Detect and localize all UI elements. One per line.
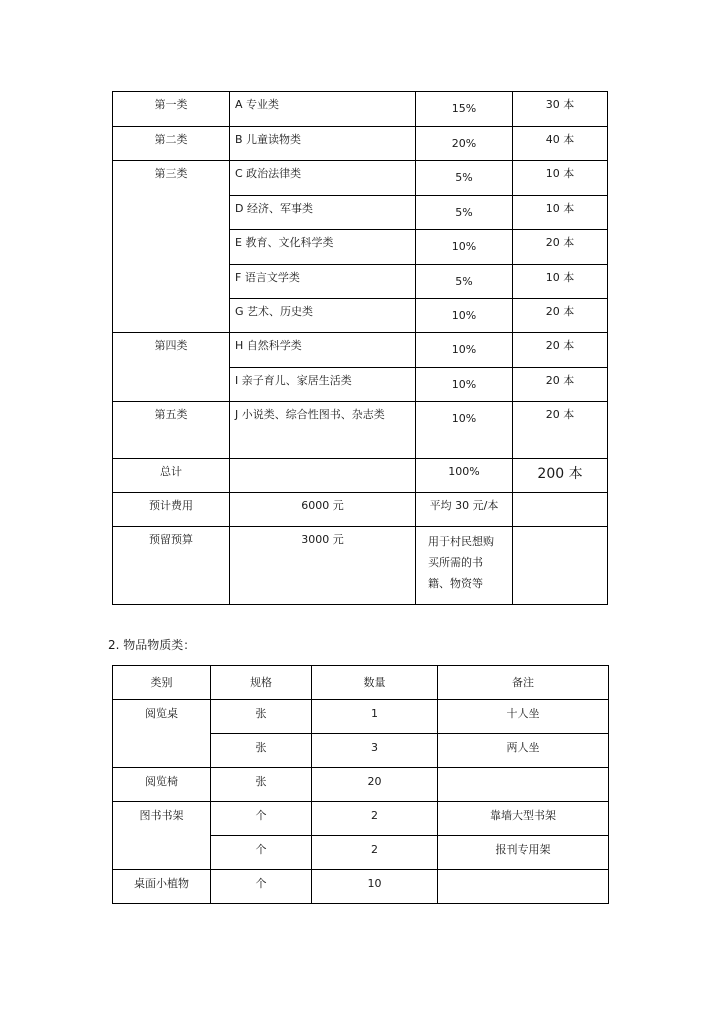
table-row xyxy=(113,333,608,368)
empty-cell xyxy=(230,459,416,493)
reserve-budget-amount: 3000 元 xyxy=(230,527,416,605)
quantity-cell: 10 xyxy=(312,870,438,904)
percentage-cell: 10% xyxy=(416,230,513,265)
empty-cell xyxy=(513,493,608,527)
percentage-cell: 10% xyxy=(416,299,513,333)
percentage-cell: 5% xyxy=(416,265,513,299)
estimated-cost-row xyxy=(113,493,608,527)
subcategory-cell: I 亲子育儿、家居生活类 xyxy=(230,368,416,402)
table-row xyxy=(113,768,609,802)
category-cell: 阅览桌 xyxy=(113,700,211,768)
total-label: 总计 xyxy=(113,459,230,493)
supplies-table xyxy=(112,665,609,904)
reserve-budget-label: 预留预算 xyxy=(113,527,230,605)
quantity-cell: 20 本 xyxy=(513,230,608,265)
column-header: 规格 xyxy=(211,666,312,700)
column-header: 类别 xyxy=(113,666,211,700)
quantity-cell: 20 本 xyxy=(513,333,608,368)
table-row xyxy=(113,161,608,196)
estimated-cost-label: 预计费用 xyxy=(113,493,230,527)
subcategory-cell: J 小说类、综合性图书、杂志类 xyxy=(230,402,416,459)
category-cell: 第五类 xyxy=(113,402,230,459)
subcategory-cell: G 艺术、历史类 xyxy=(230,299,416,333)
estimated-cost-note: 平均 30 元/本 xyxy=(416,493,513,527)
percentage-cell: 10% xyxy=(416,402,513,459)
column-header: 数量 xyxy=(312,666,438,700)
table-row xyxy=(113,870,609,904)
note-cell xyxy=(438,870,609,904)
quantity-cell: 3 xyxy=(312,734,438,768)
reserve-budget-note: 用于村民想购买所需的书籍、物资等 xyxy=(416,527,513,605)
percentage-cell: 5% xyxy=(416,161,513,196)
quantity-cell: 40 本 xyxy=(513,127,608,161)
total-percentage: 100% xyxy=(416,459,513,493)
subcategory-cell: D 经济、军事类 xyxy=(230,196,416,230)
empty-cell xyxy=(513,527,608,605)
category-cell: 阅览椅 xyxy=(113,768,211,802)
note-cell: 靠墙大型书架 xyxy=(438,802,609,836)
quantity-cell: 2 xyxy=(312,802,438,836)
subcategory-cell: B 儿童读物类 xyxy=(230,127,416,161)
quantity-cell: 20 本 xyxy=(513,402,608,459)
category-cell: 图书书架 xyxy=(113,802,211,870)
category-cell: 第二类 xyxy=(113,127,230,161)
note-cell: 十人坐 xyxy=(438,700,609,734)
category-cell: 第三类 xyxy=(113,161,230,333)
spec-cell: 个 xyxy=(211,802,312,836)
quantity-cell: 10 本 xyxy=(513,196,608,230)
subcategory-cell: C 政治法律类 xyxy=(230,161,416,196)
percentage-cell: 5% xyxy=(416,196,513,230)
quantity-cell: 10 本 xyxy=(513,265,608,299)
quantity-cell: 20 xyxy=(312,768,438,802)
category-cell: 第四类 xyxy=(113,333,230,402)
quantity-cell: 20 本 xyxy=(513,299,608,333)
percentage-cell: 15% xyxy=(416,92,513,127)
estimated-cost-amount: 6000 元 xyxy=(230,493,416,527)
quantity-cell: 30 本 xyxy=(513,92,608,127)
subcategory-cell: H 自然科学类 xyxy=(230,333,416,368)
spec-cell: 个 xyxy=(211,870,312,904)
spec-cell: 个 xyxy=(211,836,312,870)
quantity-cell: 1 xyxy=(312,700,438,734)
spec-cell: 张 xyxy=(211,700,312,734)
percentage-cell: 10% xyxy=(416,368,513,402)
percentage-cell: 10% xyxy=(416,333,513,368)
quantity-cell: 20 本 xyxy=(513,368,608,402)
subcategory-cell: F 语言文学类 xyxy=(230,265,416,299)
table-row xyxy=(113,92,608,127)
table-row xyxy=(113,127,608,161)
note-cell: 报刊专用架 xyxy=(438,836,609,870)
table-row xyxy=(113,402,608,459)
category-cell: 桌面小植物 xyxy=(113,870,211,904)
quantity-cell: 10 本 xyxy=(513,161,608,196)
total-quantity: 200 本 xyxy=(513,459,608,493)
quantity-cell: 2 xyxy=(312,836,438,870)
spec-cell: 张 xyxy=(211,734,312,768)
total-row xyxy=(113,459,608,493)
section-title: 2. 物品物质类： xyxy=(108,638,196,652)
column-header: 备注 xyxy=(438,666,609,700)
table-row xyxy=(113,700,609,734)
table-row xyxy=(113,802,609,836)
subcategory-cell: A 专业类 xyxy=(230,92,416,127)
percentage-cell: 20% xyxy=(416,127,513,161)
spec-cell: 张 xyxy=(211,768,312,802)
note-cell xyxy=(438,768,609,802)
table-header-row xyxy=(113,666,609,700)
book-category-table xyxy=(112,91,608,605)
note-cell: 两人坐 xyxy=(438,734,609,768)
subcategory-cell: E 教育、文化科学类 xyxy=(230,230,416,265)
reserve-budget-row xyxy=(113,527,608,605)
category-cell: 第一类 xyxy=(113,92,230,127)
